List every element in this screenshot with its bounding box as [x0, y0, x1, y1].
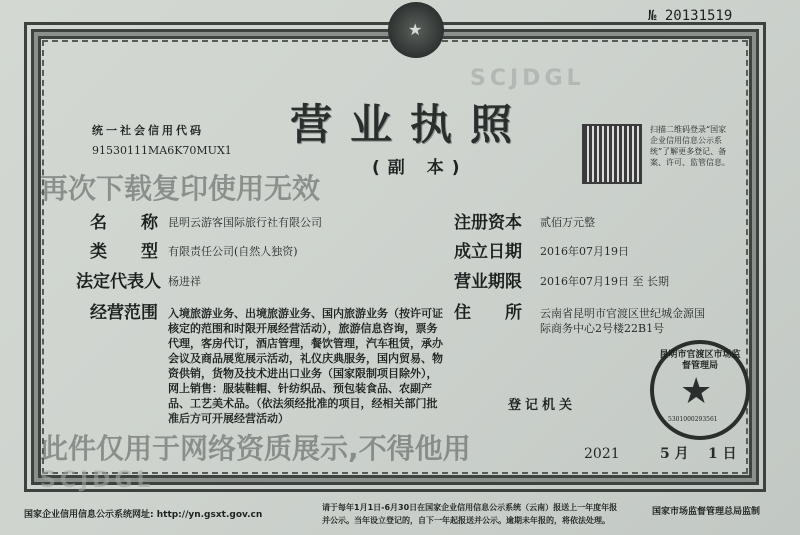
footer-notice-2: 并公示。当年设立登记的，自下一年起报送并公示。逾期未年报的，将依法处理。: [322, 516, 610, 525]
term-value: 2016年07月19日 至 长期: [540, 275, 669, 288]
footer-supervisor: 国家市场监督管理总局监制: [652, 507, 761, 517]
issue-year: 2021: [584, 446, 620, 462]
seal-code: 5301000293561: [668, 416, 718, 423]
type-value: 有限责任公司(自然人独资): [168, 245, 298, 258]
security-text: SCJDGL: [40, 468, 155, 493]
name-value: 昆明云游客国际旅行社有限公司: [168, 216, 322, 229]
serial-number: № 20131519: [648, 8, 733, 24]
legal-rep-value: 杨进祥: [168, 275, 201, 288]
capital-value: 贰佰万元整: [540, 216, 595, 229]
footer-website: 国家企业信用信息公示系统网址: http://yn.gsxt.gov.cn: [24, 510, 263, 520]
footer-notice-1: 请于每年1月1日-6月30日在国家企业信用信息公示系统（云南）报送上一年度年报: [322, 503, 618, 512]
issue-day: 1 日: [708, 446, 737, 462]
term-label: 营业期限: [454, 272, 522, 292]
security-text: SCJDGL: [470, 66, 585, 91]
qr-code[interactable]: [582, 124, 642, 184]
name-label: 名 称: [90, 213, 158, 233]
established-label: 成立日期: [454, 242, 522, 262]
credit-code: 91530111MA6K70MUX1: [92, 144, 232, 157]
qr-instructions: 扫描二维码登录“国家企业信用信息公示系统”了解更多登记、备案、许可、监管信息。: [650, 125, 730, 167]
emblem-star-icon: ★: [408, 20, 423, 39]
official-seal: [650, 340, 750, 440]
address-value: 云南省昆明市官渡区世纪城金源国际商务中心2号楼22B1号: [540, 307, 705, 335]
established-value: 2016年07月19日: [540, 245, 629, 258]
seal-text: 昆明市官渡区市场监督管理局: [659, 350, 741, 371]
type-label: 类 型: [90, 242, 158, 262]
capital-label: 注册资本: [454, 213, 522, 233]
legal-rep-label: 法定代表人: [76, 272, 161, 292]
issue-month: 5 月: [660, 446, 689, 462]
license-title: 营业执照: [290, 100, 531, 149]
address-label: 住 所: [454, 303, 522, 323]
scope-label: 经营范围: [90, 303, 158, 323]
scope-value: 入境旅游业务、出境旅游业务、国内旅游业务（按许可证核定的范围和时限开展经营活动），旅游信息咨询，票务代理，客房代订，酒店管理，餐饮管理，汽车租赁，承办会议及商品展览展示活动，礼仪庆典服务，国内贸易、物资供销，货物及技术进出口业务（国家限制项目除外），网上销售：服装鞋帽、针纺织品、预包装食品、农副产品、工艺美术品。（依法须经批准的项目，经相关部门批准后方可开展经营活动）: [168, 307, 443, 425]
authority-label: 登记机关: [508, 398, 577, 413]
national-emblem: [388, 2, 444, 58]
credit-code-label: 统一社会信用代码: [92, 124, 204, 137]
star-icon: ★: [680, 371, 713, 412]
watermark: 再次下载复印使用无效: [40, 172, 321, 205]
license-subtitle: (副 本): [372, 158, 468, 178]
watermark: 此件仅用于网络资质展示,不得他用: [40, 432, 471, 465]
